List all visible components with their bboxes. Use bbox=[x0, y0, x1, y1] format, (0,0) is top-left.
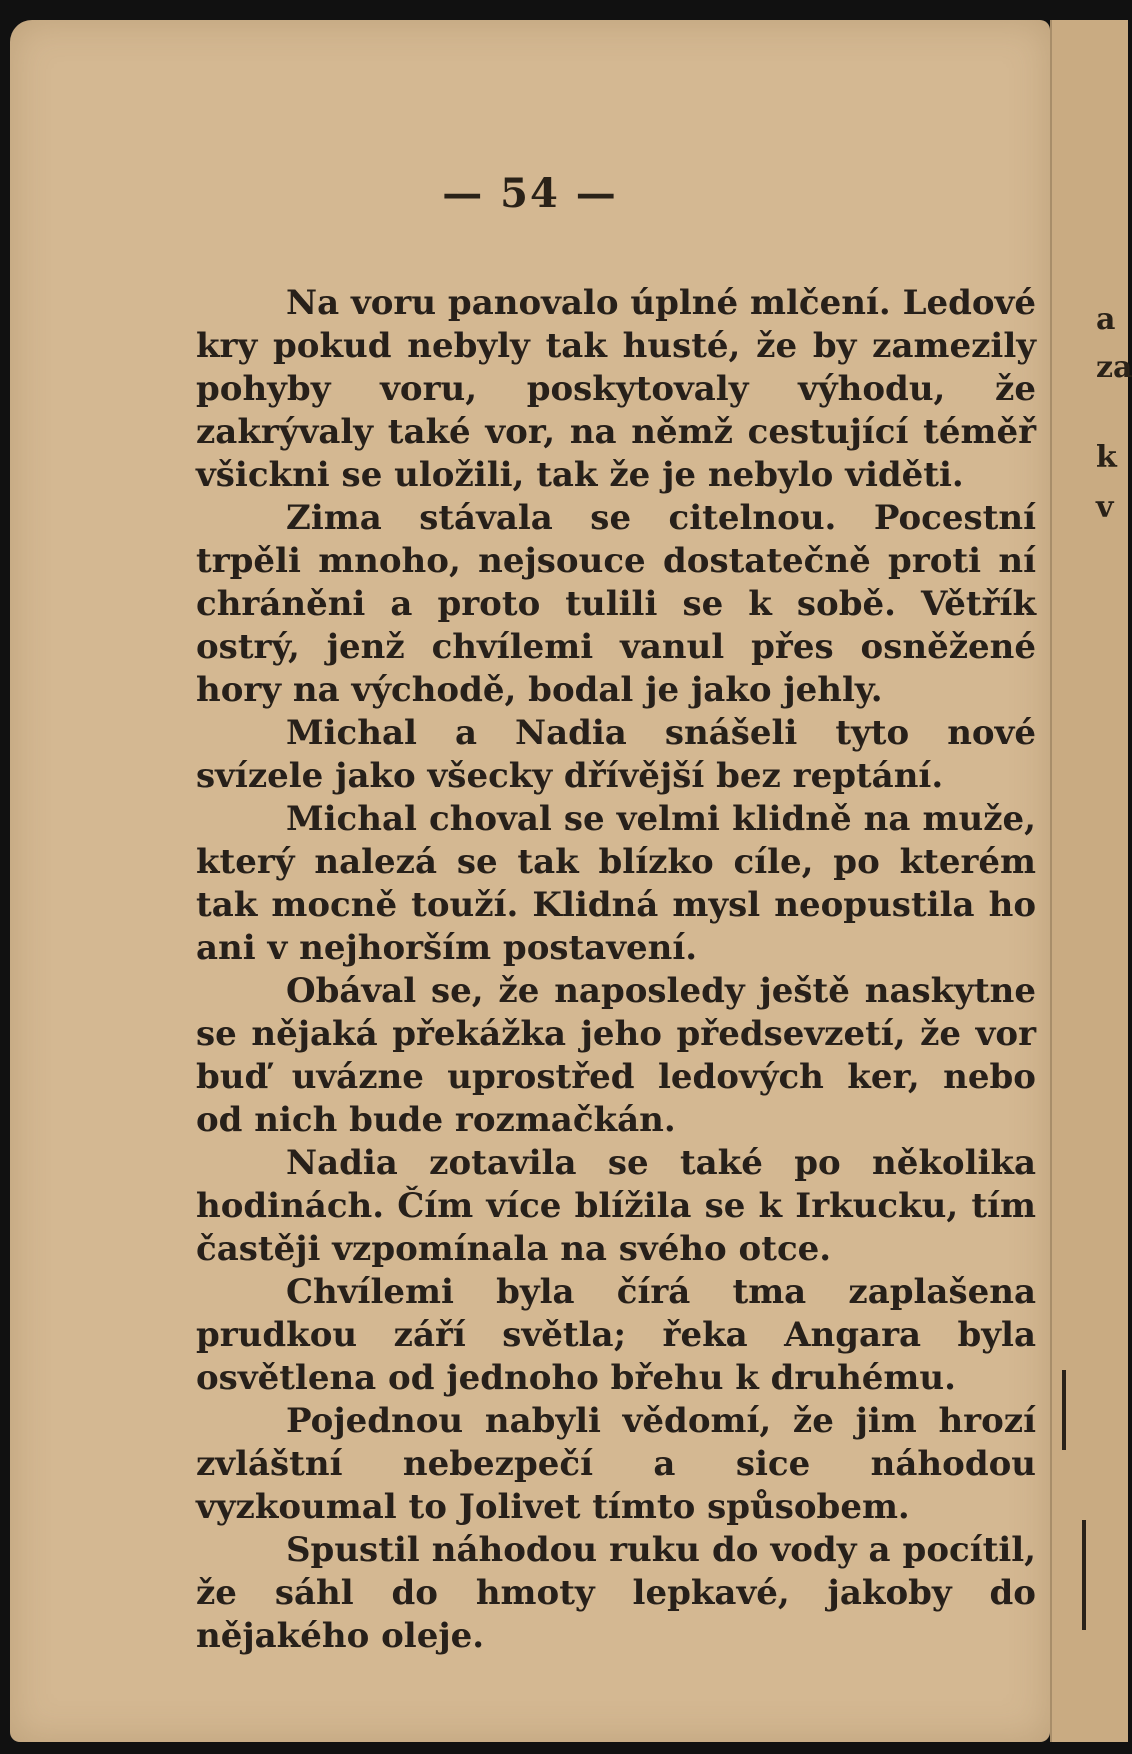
next-page-fragment: za bbox=[1096, 350, 1132, 385]
paragraph: Spustil náhodou ruku do vody a pocítil, že sáhl do hmoty lepkavé, jakoby do nějakého oleje. bbox=[196, 1530, 1036, 1656]
paragraph: Michal a Nadia snášeli tyto nové svízele jako všecky dřívější bez reptání. bbox=[196, 713, 1036, 796]
paragraph: Nadia zotavila se také po několika hodinách. Čím více blížila se k Irkucku, tím častěji vzpomínala na svého otce. bbox=[196, 1143, 1036, 1269]
next-page-fragment: v bbox=[1096, 490, 1114, 525]
book-page bbox=[10, 20, 1050, 1742]
ink-mark bbox=[1062, 1370, 1066, 1450]
next-page-fragment: k bbox=[1096, 440, 1117, 475]
page-text bbox=[196, 282, 1036, 1658]
paragraph: Na voru panovalo úplné mlčení. Ledové kry pokud nebyly tak husté, že by zamezily pohyby voru, poskytovaly výhodu, že zakrývaly také vor, na němž cestující téměř všickni se uložili, tak že je nebylo viděti. bbox=[196, 283, 1036, 495]
next-page-fragment: a bbox=[1096, 302, 1116, 337]
paragraph: Zima stávala se citelnou. Pocestní trpěli mnoho, nejsouce dostatečně proti ní chráněni a proto tulili se k sobě. Větřík ostrý, jenž chvílemi vanul přes osněžené hory na východě, bodal je jako jehly. bbox=[196, 498, 1036, 710]
adjacent-page-edge bbox=[1050, 20, 1132, 1742]
paragraph: Chvílemi byla čírá tma zaplašena prudkou září světla; řeka Angara byla osvětlena od jednoho břehu k druhému. bbox=[196, 1272, 1036, 1398]
paragraph: Obával se, že naposledy ještě naskytne se nějaká překážka jeho předsevzetí, že vor buď uvázne uprostřed ledových ker, nebo od nich bude rozmačkán. bbox=[196, 971, 1036, 1140]
paragraph: Pojednou nabyli vědomí, že jim hrozí zvláštní nebezpečí a sice náhodou vyzkoumal to Jolivet tímto spůsobem. bbox=[196, 1401, 1036, 1527]
page-number: — 54 — bbox=[442, 170, 618, 217]
paragraph: Michal choval se velmi klidně na muže, který nalezá se tak blízko cíle, po kterém tak mocně touží. Klidná mysl neopustila ho ani v nejhorším postavení. bbox=[196, 799, 1036, 968]
ink-mark bbox=[1082, 1520, 1086, 1630]
